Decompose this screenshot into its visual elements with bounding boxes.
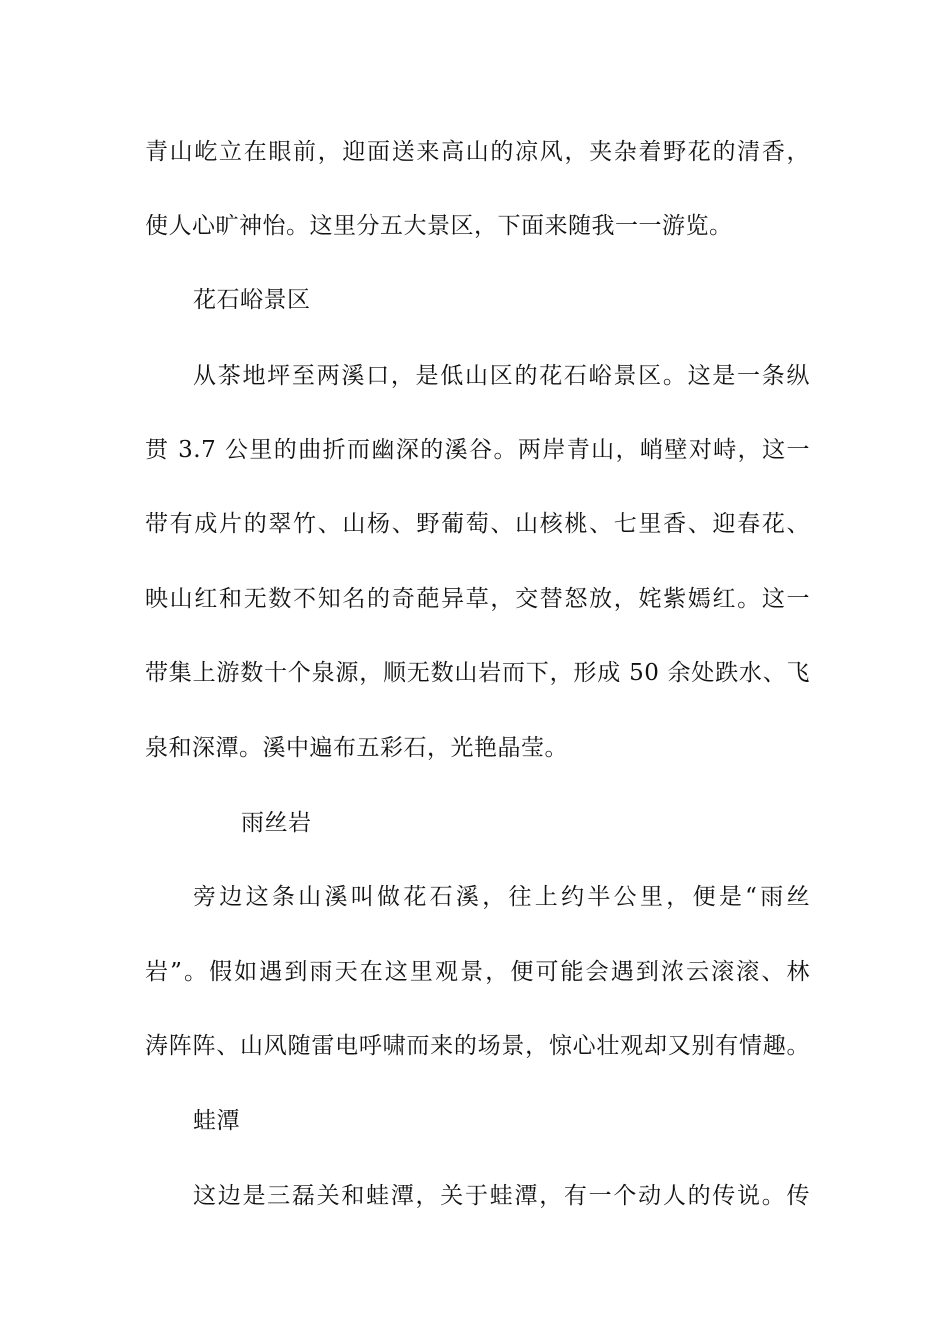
section-heading: 雨丝岩 (241, 810, 312, 836)
paragraph-line: 贯 3.7 公里的曲折而幽深的溪谷。两岸青山，峭壁对峙，这一 (145, 437, 810, 463)
paragraph-line: 带集上游数十个泉源，顺无数山岩而下，形成 50 余处跌水、飞 (145, 660, 810, 686)
section-heading: 蛙潭 (193, 1108, 240, 1134)
paragraph-line: 使人心旷神怡。这里分五大景区，下面来随我一一游览。 (145, 213, 733, 239)
paragraph-line: 泉和深潭。溪中遍布五彩石，光艳晶莹。 (145, 735, 568, 761)
paragraph-line: 青山屹立在眼前，迎面送来高山的凉风，夹杂着野花的清香， (145, 139, 810, 165)
paragraph-line: 这边是三磊关和蛙潭，关于蛙潭，有一个动人的传说。传 (193, 1183, 810, 1209)
paragraph-line: 带有成片的翠竹、山杨、野葡萄、山核桃、七里香、迎春花、 (145, 511, 810, 537)
paragraph-line: 旁边这条山溪叫做花石溪，往上约半公里，便是“雨丝 (193, 884, 810, 910)
section-heading: 花石峪景区 (193, 287, 311, 313)
paragraph-line: 涛阵阵、山风随雷电呼啸而来的场景，惊心壮观却又别有情趣。 (145, 1033, 810, 1059)
paragraph-line: 映山红和无数不知名的奇葩异草，交替怒放，姹紫嫣红。这一 (145, 586, 810, 612)
paragraph-line: 岩”。假如遇到雨天在这里观景，便可能会遇到浓云滚滚、林 (145, 959, 810, 985)
paragraph-line: 从茶地坪至两溪口，是低山区的花石峪景区。这是一条纵 (193, 363, 810, 389)
